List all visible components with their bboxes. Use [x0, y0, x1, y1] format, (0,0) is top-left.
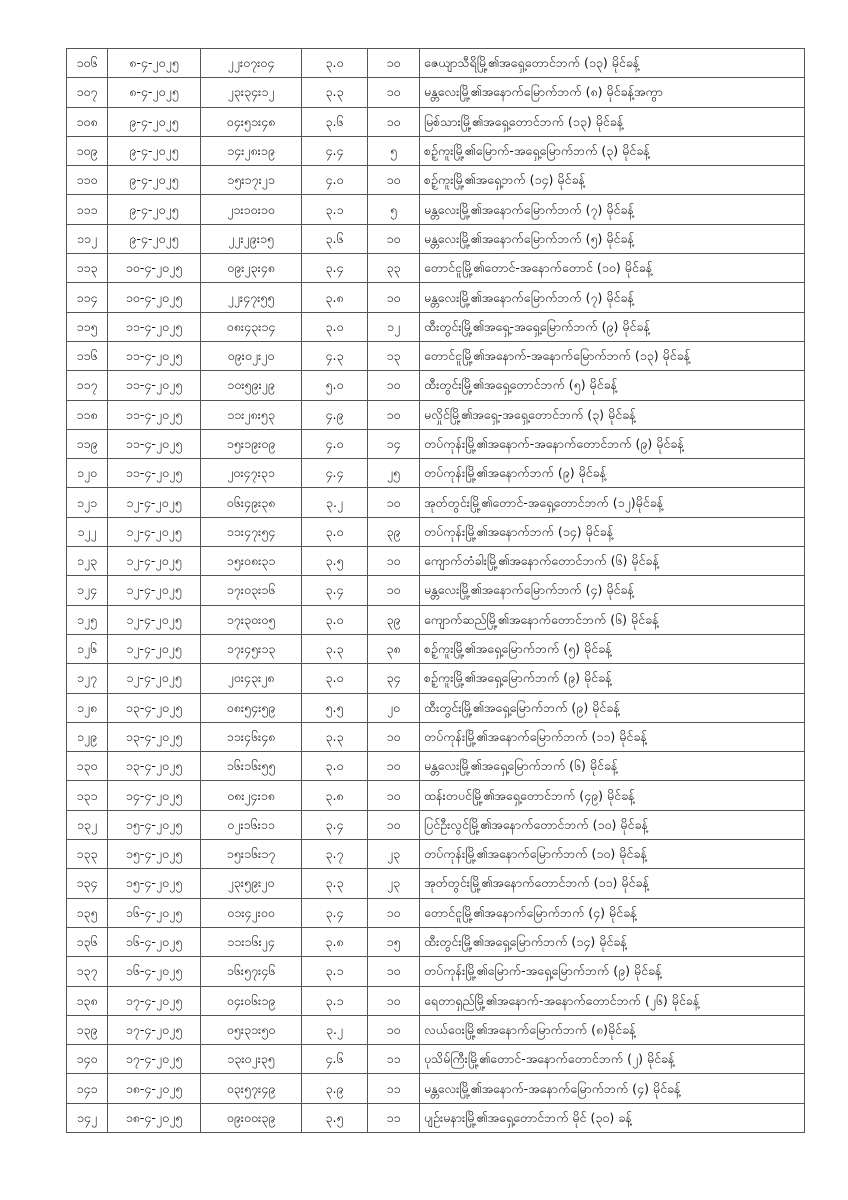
time-cell: ၂၂း၂၉း၁၅ — [201, 224, 302, 253]
depth-cell: ၁၁ — [368, 1045, 420, 1074]
table-row — [67, 547, 805, 576]
date-cell: ၁၂-၄-၂၀၂၅ — [108, 547, 201, 576]
table-row — [67, 752, 805, 781]
location-cell: မန္တလေးမြို့၏အနောက်မြောက်ဘက် (၅) မိုင်ခန့် — [420, 224, 805, 253]
magnitude-cell: ၃.၁ — [302, 986, 368, 1015]
depth-cell: ၅ — [368, 136, 420, 165]
time-cell: ၁၃း၀၂း၃၅ — [201, 1045, 302, 1074]
location-cell: မြစ်သားမြို့၏အရှေ့တောင်ဘက် (၁၃) မိုင်ခန့် — [420, 107, 805, 136]
location-cell: တပ်ကုန်းမြို့၏အနောက်ဘက် (၁၄) မိုင်ခန့် — [420, 517, 805, 546]
time-cell: ၀၄း၀၆း၁၉ — [201, 986, 302, 1015]
date-cell: ၁၃-၄-၂၀၂၅ — [108, 722, 201, 751]
depth-cell: ၁၂ — [368, 312, 420, 341]
row-number-cell: ၁၂၃ — [67, 547, 108, 576]
location-cell: စဥ့်ကူးမြို့၏အရှေ့ဘက် (၁၄) မိုင်ခန့် — [420, 166, 805, 195]
location-cell: ပျဉ်းမနားမြို့၏အရှေ့တောင်ဘက် မိုင် (၃၀) ခန့် — [420, 1103, 805, 1132]
location-cell: တပ်ကုန်းမြို့၏အနောက်-အနောက်တောင်ဘက် (၉) မိုင်ခန့် — [420, 429, 805, 458]
table-row — [67, 517, 805, 546]
location-cell: တပ်ကုန်းမြို့၏မြောက်-အရှေ့မြောက်ဘက် (၉) မိုင်ခန့် — [420, 957, 805, 986]
magnitude-cell: ၃.၀ — [302, 312, 368, 341]
row-number-cell: ၁၃၆ — [67, 927, 108, 956]
depth-cell: ၁၀ — [368, 986, 420, 1015]
depth-cell: ၁၀ — [368, 283, 420, 312]
table-row — [67, 1074, 805, 1103]
table-row — [67, 722, 805, 751]
location-cell: တပ်ကုန်းမြို့၏အနောက်မြောက်ဘက် (၁၀) မိုင်ခန့် — [420, 840, 805, 869]
depth-cell: ၁၀ — [368, 576, 420, 605]
row-number-cell: ၁၄၀ — [67, 1045, 108, 1074]
date-cell: ၉-၄-၂၀၂၅ — [108, 166, 201, 195]
depth-cell: ၁၁ — [368, 1103, 420, 1132]
location-cell: ထီးတွင်းမြို့၏အရှေ့တောင်ဘက် (၅) မိုင်ခန့် — [420, 371, 805, 400]
depth-cell: ၃၈ — [368, 634, 420, 663]
time-cell: ၀၈း၂၄း၁၈ — [201, 781, 302, 810]
table-row — [67, 371, 805, 400]
table-row — [67, 693, 805, 722]
date-cell: ၉-၄-၂၀၂၅ — [108, 107, 201, 136]
row-number-cell: ၁၃၃ — [67, 840, 108, 869]
row-number-cell: ၁၂၆ — [67, 634, 108, 663]
table-row — [67, 341, 805, 370]
row-number-cell: ၁၀၇ — [67, 78, 108, 107]
depth-cell: ၁၀ — [368, 722, 420, 751]
date-cell: ၁၇-၄-၂၀၂၅ — [108, 1045, 201, 1074]
date-cell: ၁၃-၄-၂၀၂၅ — [108, 693, 201, 722]
table-row — [67, 957, 805, 986]
magnitude-cell: ၃.၂ — [302, 488, 368, 517]
row-number-cell: ၁၁၇ — [67, 371, 108, 400]
location-cell: ထန်းတပင်မြို့၏အရှေ့တောင်ဘက် (၄၉) မိုင်ခန့် — [420, 781, 805, 810]
magnitude-cell: ၄.၆ — [302, 1045, 368, 1074]
depth-cell: ၂၅ — [368, 459, 420, 488]
date-cell: ၁၆-၄-၂၀၂၅ — [108, 898, 201, 927]
magnitude-cell: ၄.၃ — [302, 341, 368, 370]
row-number-cell: ၁၁၁ — [67, 195, 108, 224]
magnitude-cell: ၃.၀ — [302, 49, 368, 78]
depth-cell: ၁၀ — [368, 810, 420, 839]
date-cell: ၁၁-၄-၂၀၂၅ — [108, 341, 201, 370]
time-cell: ၁၅း၁၇း၂၁ — [201, 166, 302, 195]
magnitude-cell: ၄.၉ — [302, 400, 368, 429]
time-cell: ၀၉း၀၂း၂၀ — [201, 341, 302, 370]
time-cell: ၀၉း၂၃း၄၈ — [201, 254, 302, 283]
table-row — [67, 810, 805, 839]
date-cell: ၁၈-၄-၂၀၂၅ — [108, 1103, 201, 1132]
depth-cell: ၁၀ — [368, 781, 420, 810]
magnitude-cell: ၃.၃ — [302, 722, 368, 751]
table-row — [67, 224, 805, 253]
date-cell: ၉-၄-၂၀၂၅ — [108, 224, 201, 253]
location-cell: အုတ်တွင်းမြို့၏တောင်-အရှေ့တောင်ဘက် (၁၂)မိုင်ခန့် — [420, 488, 805, 517]
date-cell: ၁၃-၄-၂၀၂၅ — [108, 752, 201, 781]
date-cell: ၁၁-၄-၂၀၂၅ — [108, 429, 201, 458]
table-body — [67, 49, 805, 1133]
table-row — [67, 195, 805, 224]
table-row — [67, 283, 805, 312]
table-row — [67, 605, 805, 634]
depth-cell: ၁၀ — [368, 400, 420, 429]
time-cell: ၁၆း၅၇း၄၆ — [201, 957, 302, 986]
date-cell: ၁၁-၄-၂၀၂၅ — [108, 312, 201, 341]
row-number-cell: ၁၀၉ — [67, 136, 108, 165]
location-cell: တပ်ကုန်းမြို့၏အနောက်ဘက် (၉) မိုင်ခန့် — [420, 459, 805, 488]
table-row — [67, 78, 805, 107]
time-cell: ၀၆း၄၉း၃၈ — [201, 488, 302, 517]
location-cell: မန္တလေးမြို့၏အရှေ့မြောက်ဘက် (၆) မိုင်ခန့် — [420, 752, 805, 781]
location-cell: တောင်ငူမြို့၏တောင်-အနောက်တောင် (၁၀) မိုင်ခန့် — [420, 254, 805, 283]
magnitude-cell: ၃.၃ — [302, 78, 368, 107]
location-cell: ထီးတွင်းမြို့၏အရှေ့-အရှေ့မြောက်ဘက် (၉) မိုင်ခန့် — [420, 312, 805, 341]
magnitude-cell: ၃.၁ — [302, 195, 368, 224]
magnitude-cell: ၄.၀ — [302, 429, 368, 458]
time-cell: ၂၃း၃၄း၁၂ — [201, 78, 302, 107]
date-cell: ၁၂-၄-၂၀၂၅ — [108, 664, 201, 693]
time-cell: ၀၈း၅၄း၅၉ — [201, 693, 302, 722]
row-number-cell: ၁၀၆ — [67, 49, 108, 78]
date-cell: ၁၀-၄-၂၀၂၅ — [108, 283, 201, 312]
location-cell: မန္တလေးမြို့၏အနောက်မြောက်ဘက် (၇) မိုင်ခန့် — [420, 283, 805, 312]
date-cell: ၁၇-၄-၂၀၂၅ — [108, 986, 201, 1015]
magnitude-cell: ၅.၀ — [302, 371, 368, 400]
location-cell: မန္တလေးမြို့၏အနောက်မြောက်ဘက် (၈) မိုင်ခန့်အကွာ — [420, 78, 805, 107]
magnitude-cell: ၃.၈ — [302, 283, 368, 312]
depth-cell: ၁၀ — [368, 1015, 420, 1044]
row-number-cell: ၁၁၅ — [67, 312, 108, 341]
table-row — [67, 869, 805, 898]
location-cell: မန္တလေးမြို့၏အနောက်-အနောက်မြောက်ဘက် (၄) မိုင်ခန့် — [420, 1074, 805, 1103]
time-cell: ၁၆း၁၆း၅၅ — [201, 752, 302, 781]
magnitude-cell: ၃.၃ — [302, 869, 368, 898]
row-number-cell: ၁၃၀ — [67, 752, 108, 781]
table-row — [67, 927, 805, 956]
time-cell: ၁၁း၄၇း၅၄ — [201, 517, 302, 546]
time-cell: ၁၁း၁၆း၂၄ — [201, 927, 302, 956]
magnitude-cell: ၃.၆ — [302, 107, 368, 136]
depth-cell: ၃၃ — [368, 254, 420, 283]
magnitude-cell: ၅.၅ — [302, 693, 368, 722]
depth-cell: ၁၄ — [368, 429, 420, 458]
date-cell: ၁၁-၄-၂၀၂၅ — [108, 400, 201, 429]
time-cell: ၂၃း၅၉း၂၀ — [201, 869, 302, 898]
date-cell: ၁၇-၄-၂၀၂၅ — [108, 1015, 201, 1044]
table-row — [67, 840, 805, 869]
magnitude-cell: ၃.၄ — [302, 898, 368, 927]
depth-cell: ၁၀ — [368, 49, 420, 78]
date-cell: ၁၅-၄-၂၀၂၅ — [108, 840, 201, 869]
row-number-cell: ၁၁၀ — [67, 166, 108, 195]
row-number-cell: ၁၃၂ — [67, 810, 108, 839]
date-cell: ၉-၄-၂၀၂၅ — [108, 195, 201, 224]
row-number-cell: ၁၁၉ — [67, 429, 108, 458]
depth-cell: ၁၀ — [368, 957, 420, 986]
magnitude-cell: ၃.၀ — [302, 664, 368, 693]
location-cell: စဥ့်ကူးမြို့၏အရှေ့မြောက်ဘက် (၉) မိုင်ခန့် — [420, 664, 805, 693]
location-cell: စဥ့်ကူးမြို့၏အရှေ့မြောက်ဘက် (၅) မိုင်ခန့် — [420, 634, 805, 663]
magnitude-cell: ၃.၁ — [302, 957, 368, 986]
magnitude-cell: ၃.၈ — [302, 781, 368, 810]
magnitude-cell: ၄.၄ — [302, 136, 368, 165]
depth-cell: ၁၀ — [368, 488, 420, 517]
time-cell: ၁၇း၀၃း၁၆ — [201, 576, 302, 605]
depth-cell: ၁၀ — [368, 371, 420, 400]
time-cell: ၀၄း၅၁း၄၈ — [201, 107, 302, 136]
table-row — [67, 166, 805, 195]
location-cell: ပုသိမ်ကြီးမြို့၏တောင်-အနောက်တောင်ဘက် (၂) မိုင်ခန့် — [420, 1045, 805, 1074]
location-cell: အုတ်တွင်းမြို့၏အနောက်တောင်ဘက် (၁၁) မိုင်ခန့် — [420, 869, 805, 898]
table-row — [67, 898, 805, 927]
table-row — [67, 986, 805, 1015]
row-number-cell: ၁၁၃ — [67, 254, 108, 283]
date-cell: ၁၅-၄-၂၀၂၅ — [108, 869, 201, 898]
time-cell: ၂၀း၄၃း၂၈ — [201, 664, 302, 693]
location-cell: မန္တလေးမြို့၏အနောက်မြောက်ဘက် (၄) မိုင်ခန့် — [420, 576, 805, 605]
location-cell: မန္တလေးမြို့၏အနောက်မြောက်ဘက် (၇) မိုင်ခန့် — [420, 195, 805, 224]
row-number-cell: ၁၂၁ — [67, 488, 108, 517]
date-cell: ၁၂-၄-၂၀၂၅ — [108, 634, 201, 663]
row-number-cell: ၁၀၈ — [67, 107, 108, 136]
location-cell: တောင်ငူမြို့၏အနောက်-အနောက်မြောက်ဘက် (၁၃) မိုင်ခန့် — [420, 341, 805, 370]
date-cell: ၉-၄-၂၀၂၅ — [108, 136, 201, 165]
depth-cell: ၃၉ — [368, 605, 420, 634]
table-row — [67, 459, 805, 488]
location-cell: ပြင်ဦးလွင်မြို့၏အနောက်တောင်ဘက် (၁၀) မိုင်ခန့် — [420, 810, 805, 839]
location-cell: ကျောက်ဆည်မြို့၏အနောက်တောင်ဘက် (၆) မိုင်ခန့် — [420, 605, 805, 634]
magnitude-cell: ၃.၄ — [302, 576, 368, 605]
location-cell: လယ်ဝေးမြို့၏အနောက်မြောက်ဘက် (၈)မိုင်ခန့် — [420, 1015, 805, 1044]
magnitude-cell: ၄.၀ — [302, 166, 368, 195]
depth-cell: ၁၀ — [368, 107, 420, 136]
date-cell: ၁၁-၄-၂၀၂၅ — [108, 371, 201, 400]
table-row — [67, 254, 805, 283]
table-row — [67, 429, 805, 458]
table-row — [67, 488, 805, 517]
date-cell: ၁၆-၄-၂၀၂၅ — [108, 927, 201, 956]
time-cell: ၁၅း၁၉း၀၉ — [201, 429, 302, 458]
depth-cell: ၁၁ — [368, 1074, 420, 1103]
table-row — [67, 1015, 805, 1044]
depth-cell: ၂၃ — [368, 869, 420, 898]
location-cell: တပ်ကုန်းမြို့၏အနောက်မြောက်ဘက် (၁၁) မိုင်ခန့် — [420, 722, 805, 751]
magnitude-cell: ၃.၈ — [302, 927, 368, 956]
row-number-cell: ၁၃၈ — [67, 986, 108, 1015]
magnitude-cell: ၃.၄ — [302, 254, 368, 283]
time-cell: ၁၅း၁၆း၁၇ — [201, 840, 302, 869]
magnitude-cell: ၃.၉ — [302, 1074, 368, 1103]
date-cell: ၁၁-၄-၂၀၂၅ — [108, 459, 201, 488]
row-number-cell: ၁၂၉ — [67, 722, 108, 751]
magnitude-cell: ၃.၅ — [302, 547, 368, 576]
table-row — [67, 634, 805, 663]
time-cell: ၁၁း၂၈း၅၃ — [201, 400, 302, 429]
time-cell: ၂၁း၁၀း၁၀ — [201, 195, 302, 224]
time-cell: ၂၀း၄၇း၃၁ — [201, 459, 302, 488]
magnitude-cell: ၃.၄ — [302, 810, 368, 839]
row-number-cell: ၁၃၄ — [67, 869, 108, 898]
date-cell: ၈-၄-၂၀၂၅ — [108, 78, 201, 107]
time-cell: ၁၇း၃၀း၀၅ — [201, 605, 302, 634]
row-number-cell: ၁၂၇ — [67, 664, 108, 693]
table-row — [67, 1103, 805, 1132]
magnitude-cell: ၃.၆ — [302, 224, 368, 253]
date-cell: ၁၀-၄-၂၀၂၅ — [108, 254, 201, 283]
row-number-cell: ၁၃၅ — [67, 898, 108, 927]
date-cell: ၁၂-၄-၂၀၂၅ — [108, 488, 201, 517]
depth-cell: ၂၃ — [368, 840, 420, 869]
location-cell: တောင်ငူမြို့၏အနောက်မြောက်ဘက် (၄) မိုင်ခန့် — [420, 898, 805, 927]
magnitude-cell: ၃.၃ — [302, 634, 368, 663]
table-row — [67, 576, 805, 605]
depth-cell: ၁၀ — [368, 166, 420, 195]
row-number-cell: ၁၂၅ — [67, 605, 108, 634]
row-number-cell: ၁၄၁ — [67, 1074, 108, 1103]
time-cell: ၀၃း၅၇း၄၉ — [201, 1074, 302, 1103]
magnitude-cell: ၃.၀ — [302, 605, 368, 634]
row-number-cell: ၁၂၂ — [67, 517, 108, 546]
table-row — [67, 136, 805, 165]
row-number-cell: ၁၃၇ — [67, 957, 108, 986]
time-cell: ၁၁း၄၆း၄၈ — [201, 722, 302, 751]
location-cell: ရေတာရှည်မြို့၏အနောက်-အနောက်တောင်ဘက် (၂၆) မိုင်ခန့် — [420, 986, 805, 1015]
depth-cell: ၁၅ — [368, 927, 420, 956]
row-number-cell: ၁၁၂ — [67, 224, 108, 253]
row-number-cell: ၁၁၈ — [67, 400, 108, 429]
depth-cell: ၃၉ — [368, 517, 420, 546]
row-number-cell: ၁၁၄ — [67, 283, 108, 312]
table-row — [67, 1045, 805, 1074]
time-cell: ၁၄း၂၈း၁၉ — [201, 136, 302, 165]
depth-cell: ၁၀ — [368, 547, 420, 576]
time-cell: ၀၉း၀၀း၃၉ — [201, 1103, 302, 1132]
time-cell: ၁၇း၄၅း၁၃ — [201, 634, 302, 663]
date-cell: ၁၅-၄-၂၀၂၅ — [108, 810, 201, 839]
time-cell: ၂၂း၄၇း၅၅ — [201, 283, 302, 312]
row-number-cell: ၁၁၆ — [67, 341, 108, 370]
magnitude-cell: ၃.၂ — [302, 1015, 368, 1044]
depth-cell: ၅ — [368, 195, 420, 224]
table-row — [67, 664, 805, 693]
time-cell: ၀၈း၄၃း၁၄ — [201, 312, 302, 341]
depth-cell: ၁၀ — [368, 898, 420, 927]
date-cell: ၁၈-၄-၂၀၂၅ — [108, 1074, 201, 1103]
date-cell: ၁၂-၄-၂၀၂၅ — [108, 517, 201, 546]
magnitude-cell: ၃.၇ — [302, 840, 368, 869]
time-cell: ၁၀း၅၉း၂၉ — [201, 371, 302, 400]
location-cell: ကျောက်တံခါးမြို့၏အနောက်တောင်ဘက် (၆) မိုင်ခန့် — [420, 547, 805, 576]
location-cell: စဥ့်ကူးမြို့၏မြောက်-အရှေ့မြောက်ဘက် (၃) မိုင်ခန့် — [420, 136, 805, 165]
row-number-cell: ၁၂၄ — [67, 576, 108, 605]
location-cell: ထီးတွင်းမြို့၏အရှေ့မြောက်ဘက် (၉) မိုင်ခန့် — [420, 693, 805, 722]
row-number-cell: ၁၄၂ — [67, 1103, 108, 1132]
time-cell: ၀၂း၁၆း၁၁ — [201, 810, 302, 839]
depth-cell: ၃၄ — [368, 664, 420, 693]
time-cell: ၁၅း၀၈း၃၁ — [201, 547, 302, 576]
location-cell: မလှိုင်မြို့၏အရှေ့-အရှေ့တောင်ဘက် (၃) မိုင်ခန့် — [420, 400, 805, 429]
time-cell: ၀၁း၄၂း၀၀ — [201, 898, 302, 927]
depth-cell: ၁၀ — [368, 224, 420, 253]
table-row — [67, 107, 805, 136]
table-row — [67, 312, 805, 341]
table-row — [67, 49, 805, 78]
row-number-cell: ၁၃၉ — [67, 1015, 108, 1044]
row-number-cell: ၁၂၈ — [67, 693, 108, 722]
date-cell: ၁၂-၄-၂၀၂၅ — [108, 576, 201, 605]
depth-cell: ၂၀ — [368, 693, 420, 722]
location-cell: ထီးတွင်းမြို့၏အရှေ့မြောက်ဘက် (၁၄) မိုင်ခန့် — [420, 927, 805, 956]
table-row — [67, 781, 805, 810]
row-number-cell: ၁၃၁ — [67, 781, 108, 810]
row-number-cell: ၁၂၀ — [67, 459, 108, 488]
date-cell: ၈-၄-၂၀၂၅ — [108, 49, 201, 78]
date-cell: ၁၂-၄-၂၀၂၅ — [108, 605, 201, 634]
magnitude-cell: ၃.၀ — [302, 752, 368, 781]
earthquake-table — [66, 48, 805, 1133]
depth-cell: ၁၀ — [368, 752, 420, 781]
depth-cell: ၁၃ — [368, 341, 420, 370]
time-cell: ၂၂း၀၇း၀၄ — [201, 49, 302, 78]
magnitude-cell: ၃.၅ — [302, 1103, 368, 1132]
table-row — [67, 400, 805, 429]
date-cell: ၁၄-၄-၂၀၂၅ — [108, 781, 201, 810]
date-cell: ၁၆-၄-၂၀၂၅ — [108, 957, 201, 986]
magnitude-cell: ၄.၄ — [302, 459, 368, 488]
magnitude-cell: ၃.၀ — [302, 517, 368, 546]
location-cell: ဇေယျာသီရိမြို့၏အရှေ့တောင်ဘက် (၁၃) မိုင်ခန့် — [420, 49, 805, 78]
depth-cell: ၁၀ — [368, 78, 420, 107]
time-cell: ၀၅း၃၁း၅၀ — [201, 1015, 302, 1044]
